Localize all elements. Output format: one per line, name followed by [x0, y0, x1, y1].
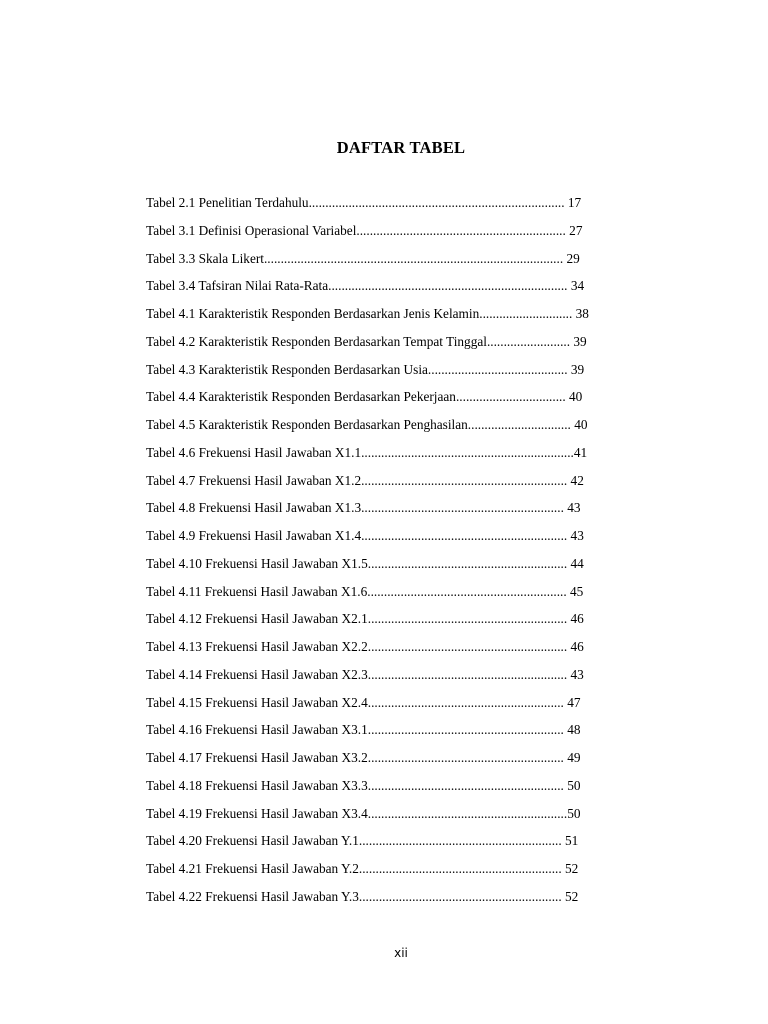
entry-page-number: 43 [570, 528, 584, 543]
dot-leader: ............................................................... [356, 222, 566, 238]
entry-label: Tabel 3.4 Tafsiran Nilai Rata-Rata [146, 278, 329, 294]
list-item [146, 250, 666, 278]
dot-leader: .......................................... [427, 361, 568, 377]
entry-label: Tabel 4.6 Frekuensi Hasil Jawaban X1.1 [146, 444, 362, 460]
list-item [146, 444, 666, 472]
entry-label: Tabel 4.19 Frekuensi Hasil Jawaban X3.4 [146, 805, 368, 821]
list-item [146, 416, 666, 444]
entry-label: Tabel 4.12 Frekuensi Hasil Jawaban X2.1 [146, 611, 368, 627]
list-item [146, 194, 666, 222]
list-item [146, 749, 666, 777]
entry-label: Tabel 4.18 Frekuensi Hasil Jawaban X3.3 [146, 777, 368, 793]
dot-leader: .......................................................................................... [263, 250, 564, 266]
entry-page-number: 46 [570, 611, 584, 627]
entry-page-number: 43 [567, 500, 581, 516]
entry-label: Tabel 4.2 Karakteristik Responden Berdasarkan Tempat Tinggal [146, 333, 487, 349]
list-item [146, 527, 666, 555]
dot-leader: .............................................................. [361, 528, 568, 543]
list-item [146, 277, 666, 305]
entry-page-number: 52 [565, 888, 579, 904]
entry-page-number: 51 [565, 833, 579, 849]
dot-leader: ................................. [455, 389, 566, 405]
list-item [146, 777, 666, 805]
list-item [146, 555, 666, 583]
entry-label: Tabel 4.17 Frekuensi Hasil Jawaban X3.2 [146, 750, 368, 765]
dot-leader: ............................................................ [367, 666, 568, 682]
dot-leader: ............................................................ [367, 611, 568, 627]
dot-leader: ........................................................................ [328, 278, 568, 294]
entry-label: Tabel 4.14 Frekuensi Hasil Jawaban X2.3 [146, 666, 368, 682]
dot-leader: ........................................................... [367, 694, 564, 710]
dot-leader: ......................... [486, 333, 571, 349]
entry-label: Tabel 3.3 Skala Likert [146, 250, 264, 266]
entry-label: Tabel 4.13 Frekuensi Hasil Jawaban X2.2 [146, 639, 368, 654]
list-item [146, 222, 666, 250]
entry-page-number: 17 [567, 195, 582, 210]
entry-page-number: 52 [565, 861, 579, 876]
dot-leader: ........................................................... [367, 750, 564, 765]
dot-leader: ............................... [467, 417, 571, 432]
dot-leader: ............................................................. [358, 833, 562, 849]
entry-page-number: 45 [570, 583, 584, 599]
list-item [146, 388, 666, 416]
entry-page-number: 41 [573, 444, 588, 460]
entry-label: Tabel 4.7 Frekuensi Hasil Jawaban X1.2 [146, 472, 362, 488]
list-item [146, 832, 666, 860]
list-item [146, 694, 666, 722]
dot-leader: ........................................................... [367, 722, 564, 738]
dot-leader: ............................................................. [358, 888, 562, 904]
entry-label: Tabel 4.4 Karakteristik Responden Berdasarkan Pekerjaan [146, 389, 456, 405]
entry-label: Tabel 4.1 Karakteristik Responden Berdasarkan Jenis Kelamin [146, 306, 480, 321]
entry-page-number: 34 [570, 278, 585, 294]
entry-page-number: 38 [575, 306, 589, 321]
dot-leader: ............................................................................. [308, 195, 565, 210]
dot-leader: ............................................................ [367, 555, 568, 571]
dot-leader: ............................ [479, 306, 573, 321]
entry-label: Tabel 3.1 Definisi Operasional Variabel [146, 222, 357, 238]
page-number: xii [394, 946, 408, 960]
list-item [146, 472, 666, 500]
list-item [146, 721, 666, 749]
list-item [146, 610, 666, 638]
entry-page-number: 40 [569, 389, 583, 405]
table-of-tables-list [146, 194, 666, 916]
dot-leader: ............................................................. [358, 861, 562, 876]
list-item [146, 499, 666, 527]
entry-label: Tabel 4.22 Frekuensi Hasil Jawaban Y.3 [146, 888, 359, 904]
list-item [146, 638, 666, 666]
entry-page-number: 43 [570, 666, 584, 682]
entry-label: Tabel 4.15 Frekuensi Hasil Jawaban X2.4 [146, 694, 368, 710]
page-title: DAFTAR TABEL [336, 138, 466, 157]
list-item [146, 888, 666, 916]
entry-label: Tabel 4.5 Karakteristik Responden Berdasarkan Penghasilan [146, 417, 468, 432]
entry-label: Tabel 4.10 Frekuensi Hasil Jawaban X1.5 [146, 555, 368, 571]
list-item [146, 333, 666, 361]
dot-leader: ............................................................ [367, 805, 568, 821]
entry-label: Tabel 2.1 Penelitian Terdahulu [146, 195, 309, 210]
list-item [146, 361, 666, 389]
entry-page-number: 27 [569, 222, 583, 238]
entry-page-number: 47 [567, 694, 581, 710]
entry-page-number: 50 [567, 777, 581, 793]
entry-page-number: 29 [566, 250, 580, 266]
list-item [146, 860, 666, 888]
dot-leader: ............................................................. [361, 500, 564, 516]
entry-label: Tabel 4.3 Karakteristik Responden Berdasarkan Usia [146, 361, 428, 377]
entry-label: Tabel 4.11 Frekuensi Hasil Jawaban X1.6 [146, 583, 368, 599]
entry-label: Tabel 4.21 Frekuensi Hasil Jawaban Y.2 [146, 861, 359, 876]
entry-page-number: 39 [573, 333, 587, 349]
entry-page-number: 44 [570, 555, 584, 571]
entry-page-number: 50 [567, 805, 581, 821]
entry-page-number: 39 [570, 361, 585, 377]
list-item [146, 305, 666, 333]
list-item [146, 666, 666, 694]
dot-leader: ................................................................ [361, 444, 574, 460]
entry-label: Tabel 4.9 Frekuensi Hasil Jawaban X1.4 [146, 528, 362, 543]
dot-leader: ............................................................ [367, 639, 568, 654]
list-item [146, 805, 666, 833]
entry-page-number: 40 [574, 417, 588, 432]
entry-label: Tabel 4.16 Frekuensi Hasil Jawaban X3.1 [146, 722, 368, 738]
entry-label: Tabel 4.20 Frekuensi Hasil Jawaban Y.1 [146, 833, 359, 849]
entry-label: Tabel 4.8 Frekuensi Hasil Jawaban X1.3 [146, 500, 362, 516]
entry-page-number: 42 [570, 472, 584, 488]
entry-page-number: 48 [567, 722, 581, 738]
dot-leader: .............................................................. [361, 472, 568, 488]
dot-leader: ........................................................... [367, 777, 564, 793]
entry-page-number: 46 [570, 639, 584, 654]
list-item [146, 583, 666, 611]
dot-leader: ............................................................ [367, 583, 567, 599]
entry-page-number: 49 [567, 750, 581, 765]
